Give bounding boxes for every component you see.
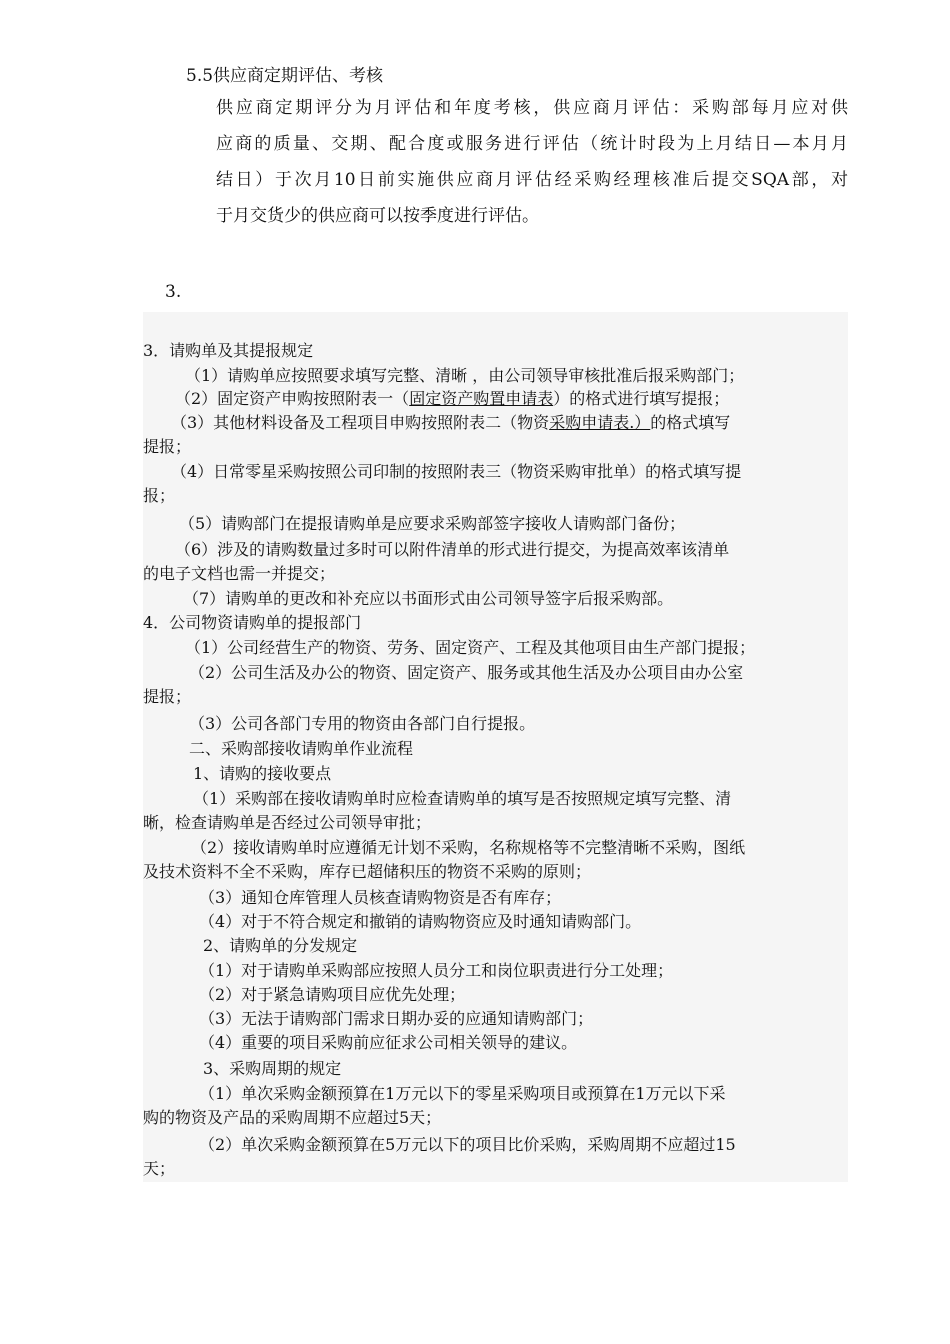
section-3-title: 3．请购单及其提报规定 — [143, 341, 314, 360]
list-item: （3）其他材料设备及工程项目申购按照附表二（物资采购申请表.）的格式填写 — [171, 413, 731, 432]
list-item-continued: 天； — [143, 1159, 176, 1178]
list-item-continued: 的电子文档也需一并提交； — [143, 564, 336, 583]
subsection-title: 2、请购单的分发规定 — [203, 936, 358, 955]
list-item-continued: 及技术资料不全不采购，库存已超储积压的物资不采购的原则； — [143, 862, 592, 881]
list-item: （2）公司生活及办公的物资、固定资产、服务或其他生活及办公项目由办公室 — [189, 663, 744, 682]
list-item: （1）公司经营生产的物资、劳务、固定资产、工程及其他项目由生产部门提报； — [185, 638, 756, 657]
paragraph-line: 应商的质量、交期、配合度或服务进行评估（统计时段为上月结日—本月月 — [216, 134, 848, 154]
list-item-continued: 晰，检查请购单是否经过公司领导审批； — [143, 813, 432, 832]
section-4-title: 4．公司物资请购单的提报部门 — [143, 613, 362, 632]
item-number: 3. — [165, 282, 182, 302]
list-item: （3）无法于请购部门需求日期办妥的应通知请购部门； — [199, 1009, 594, 1028]
list-item: （3）公司各部门专用的物资由各部门自行提报。 — [189, 714, 536, 733]
supplier-evaluation-paragraph — [216, 90, 848, 234]
list-item: （4）对于不符合规定和撤销的请购物资应及时通知请购部门。 — [199, 912, 642, 931]
list-item: （4）日常零星采购按照公司印制的按照附表三（物资采购审批单）的格式填写提 — [171, 462, 742, 481]
list-item-continued: 报； — [143, 486, 176, 505]
list-item: （4）重要的项目采购前应征求公司相关领导的建议。 — [199, 1033, 578, 1052]
paragraph-line: 结日）于次月10日前实施供应商月评估经采购经理核准后提交SQA部，对 — [216, 170, 848, 190]
list-item: （5）请购部门在提报请购单是应要求采购部签字接收人请购部门备份； — [179, 514, 686, 533]
list-item: （3）通知仓库管理人员核查请购物资是否有库存； — [199, 888, 562, 907]
chapter-2-title: 二、采购部接收请购单作业流程 — [189, 739, 414, 758]
list-item: （1）采购部在接收请购单时应检查请购单的填写是否按照规定填写完整、清 — [193, 789, 732, 808]
list-item-continued: 提报； — [143, 687, 192, 706]
list-item: （2）对于紧急请购项目应优先处理； — [199, 985, 466, 1004]
list-item: （1）对于请购单采购部应按照人员分工和岗位职责进行分工处理； — [199, 961, 674, 980]
shaded-content-panel — [143, 312, 848, 1182]
subsection-title: 3、采购周期的规定 — [203, 1059, 342, 1078]
list-item: （2）接收请购单时应遵循无计划不采购，名称规格等不完整清晰不采购，图纸 — [191, 838, 746, 857]
paragraph-line: 于月交货少的供应商可以按季度进行评估。 — [216, 206, 539, 226]
list-item-continued: 购的物资及产品的采购周期不应超过5天； — [143, 1108, 442, 1127]
list-item: （1）请购单应按照要求填写完整、清晰 ，由公司领导审核批准后报采购部门； — [185, 366, 745, 385]
list-item: （6）涉及的请购数量过多时可以附件清单的形式进行提交，为提高效率该清单 — [175, 540, 730, 559]
subsection-title: 1、请购的接收要点 — [193, 764, 332, 783]
paragraph-line: 供应商定期评分为月评估和年度考核，供应商月评估：采购部每月应对供 — [216, 98, 848, 118]
list-item: （2）单次采购金额预算在5万元以下的项目比价采购，采购周期不应超过15 — [199, 1135, 736, 1154]
purchase-request-form-link[interactable]: 采购申请表.） — [549, 413, 651, 432]
list-item: （2）固定资产申购按照附表一（固定资产购置申请表）的格式进行填写提报； — [175, 389, 730, 408]
fixed-asset-form-link[interactable]: 固定资产购置申请表 — [409, 389, 554, 408]
list-item-continued: 提报； — [143, 437, 192, 456]
list-item: （1）单次采购金额预算在1万元以下的零星采购项目或预算在1万元以下采 — [199, 1084, 726, 1103]
list-item: （7）请购单的更改和补充应以书面形式由公司领导签字后报采购部。 — [183, 589, 674, 608]
section-heading-5-5: 5.5供应商定期评估、考核 — [186, 66, 384, 86]
